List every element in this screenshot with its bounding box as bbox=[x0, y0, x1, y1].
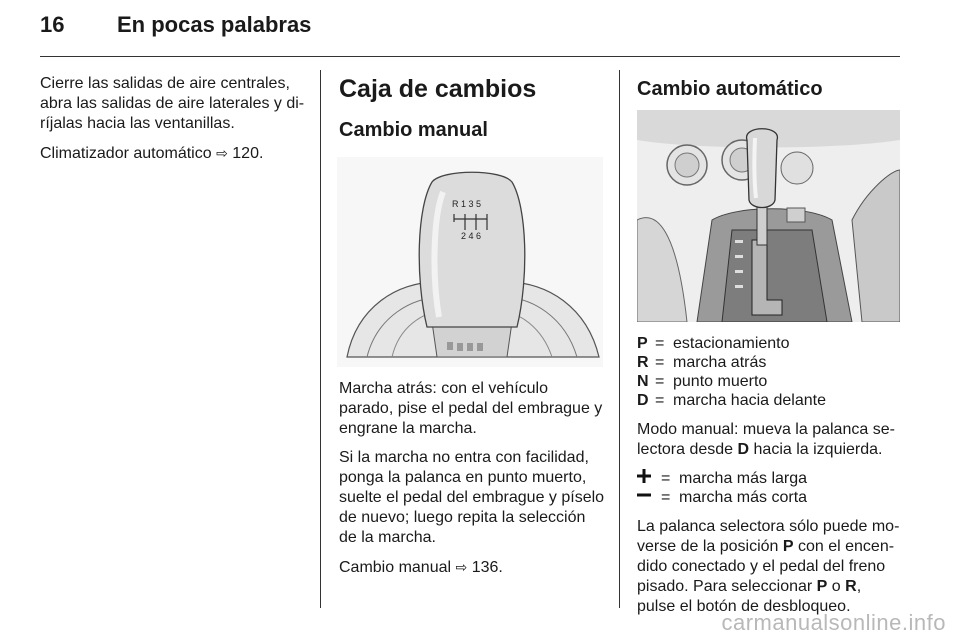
page-header bbox=[40, 12, 920, 52]
arrow-reference-icon: ⇨ bbox=[455, 559, 468, 575]
legend-row: N = punto muerto bbox=[637, 373, 768, 390]
gear-pattern-top: R 1 3 5 bbox=[452, 199, 482, 209]
column-divider-1 bbox=[320, 70, 321, 608]
page-title: En pocas palabras bbox=[117, 12, 312, 37]
ref-text: Cambio manual bbox=[339, 559, 456, 576]
paragraph-manual-ref bbox=[339, 557, 605, 578]
watermark: carmanualsonline.info bbox=[721, 610, 946, 635]
gear-position-legend bbox=[637, 334, 826, 410]
legend-row: P = estacionamiento bbox=[637, 335, 790, 352]
subsection-heading-manual: Cambio manual bbox=[339, 119, 488, 141]
paragraph-unlock: La palanca selectora sólo puede mo-verse de la posición P con el encen-dido conectado y el pedal del freno pisado. Para seleccionar P o R, pulse el botón de desbloqueo. bbox=[637, 518, 900, 615]
gear-pattern-bottom: 2 4 6 bbox=[461, 231, 482, 241]
column-2 bbox=[339, 74, 605, 587]
paragraph-reverse: Marcha atrás: con el vehículo parado, pise el pedal del embrague y engrane la marcha. bbox=[339, 380, 603, 437]
column-1 bbox=[40, 74, 306, 173]
legend-row: R = marcha atrás bbox=[637, 354, 767, 371]
header-divider bbox=[40, 56, 900, 57]
page-number: 16 bbox=[40, 12, 65, 37]
subsection-heading-automatic: Cambio automático bbox=[637, 78, 823, 100]
column-3 bbox=[637, 74, 903, 626]
automatic-gearshift-illustration bbox=[637, 110, 900, 322]
paragraph-air-vents: Cierre las salidas de aire centrales, abra las salidas de aire laterales y di-ríjalas hacia las ventanillas. bbox=[40, 75, 305, 132]
ref-text: Climatizador automático bbox=[40, 145, 217, 162]
paragraph-climate-ref bbox=[40, 143, 306, 164]
manual-gearshift-illustration bbox=[337, 157, 603, 367]
arrow-reference-icon: ⇨ bbox=[216, 145, 228, 161]
ref-page: 120. bbox=[232, 145, 264, 162]
manual-mode-legend bbox=[637, 469, 807, 507]
column-divider-2 bbox=[619, 70, 620, 608]
paragraph-manual-mode: Modo manual: mueva la palanca se-lectora desde D hacia la izquierda. bbox=[637, 421, 895, 458]
section-heading: Caja de cambios bbox=[339, 75, 537, 103]
legend-row: = marcha más corta bbox=[637, 488, 807, 507]
legend-row: D = marcha hacia delante bbox=[637, 392, 826, 409]
ref-page: 136. bbox=[471, 559, 503, 576]
minus-icon bbox=[637, 488, 661, 507]
paragraph-neutral: Si la marcha no entra con facilidad, ponga la palanca en punto muerto, suelte el pedal del embrague y píselo de nuevo; luego repita la selección de la marcha. bbox=[339, 449, 605, 546]
legend-row: = marcha más larga bbox=[637, 469, 807, 488]
plus-icon bbox=[637, 469, 661, 488]
